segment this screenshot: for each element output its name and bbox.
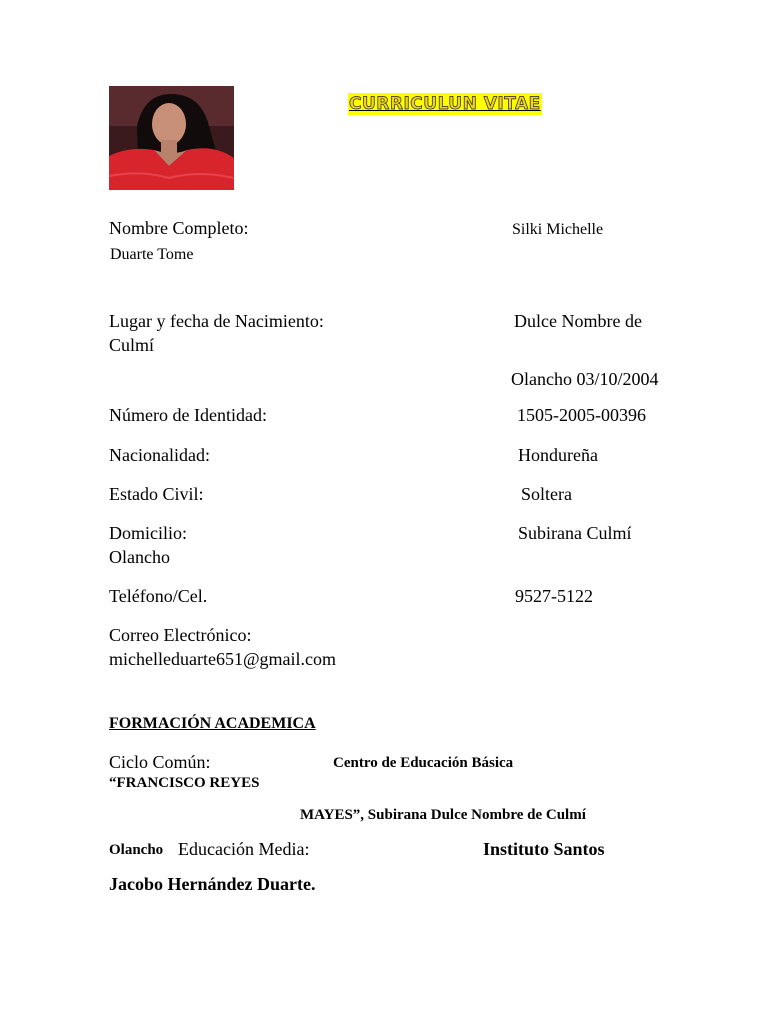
- telefono-value: 9527-5122: [515, 586, 593, 606]
- media-value-2: Jacobo Hernández Duarte.: [109, 874, 316, 894]
- nombre-value-2: Duarte Tome: [110, 246, 194, 263]
- nombre-label: Nombre Completo:: [109, 218, 249, 238]
- page-title: CURRICULUN VITAE: [349, 94, 541, 114]
- media-label: Educación Media:: [178, 839, 310, 859]
- telefono-label: Teléfono/Cel.: [109, 586, 208, 606]
- domicilio-value-2: Olancho: [109, 547, 170, 567]
- nacionalidad-label: Nacionalidad:: [109, 445, 210, 465]
- media-value-1: Instituto Santos: [483, 839, 605, 859]
- domicilio-label: Domicilio:: [109, 523, 187, 543]
- nacionalidad-value: Hondureña: [518, 445, 598, 465]
- olancho-text: Olancho: [109, 842, 164, 858]
- ciclo-value-3: MAYES”, Subirana Dulce Nombre de Culmí: [300, 807, 586, 823]
- lugar-value-1: Dulce Nombre de: [514, 311, 642, 331]
- estado-label: Estado Civil:: [109, 484, 204, 504]
- identidad-value: 1505-2005-00396: [517, 405, 646, 425]
- correo-value: michelleduarte651@gmail.com: [109, 649, 337, 669]
- correo-label: Correo Electrónico:: [109, 625, 252, 645]
- lugar-value-3: Olancho 03/10/2004: [511, 369, 659, 389]
- nombre-value-1: Silki Michelle: [512, 221, 604, 238]
- formacion-heading: FORMACIÓN ACADEMICA: [109, 715, 316, 732]
- estado-value: Soltera: [521, 484, 572, 504]
- profile-photo-image: [109, 86, 234, 190]
- domicilio-value-1: Subirana Culmí: [518, 523, 632, 543]
- profile-photo: [109, 86, 234, 190]
- lugar-label: Lugar y fecha de Nacimiento:: [109, 311, 324, 331]
- ciclo-value-1: Centro de Educación Básica: [333, 755, 514, 771]
- ciclo-label: Ciclo Común:: [109, 752, 211, 772]
- ciclo-value-2: “FRANCISCO REYES: [109, 775, 260, 791]
- lugar-value-2: Culmí: [109, 335, 155, 355]
- identidad-label: Número de Identidad:: [109, 405, 267, 425]
